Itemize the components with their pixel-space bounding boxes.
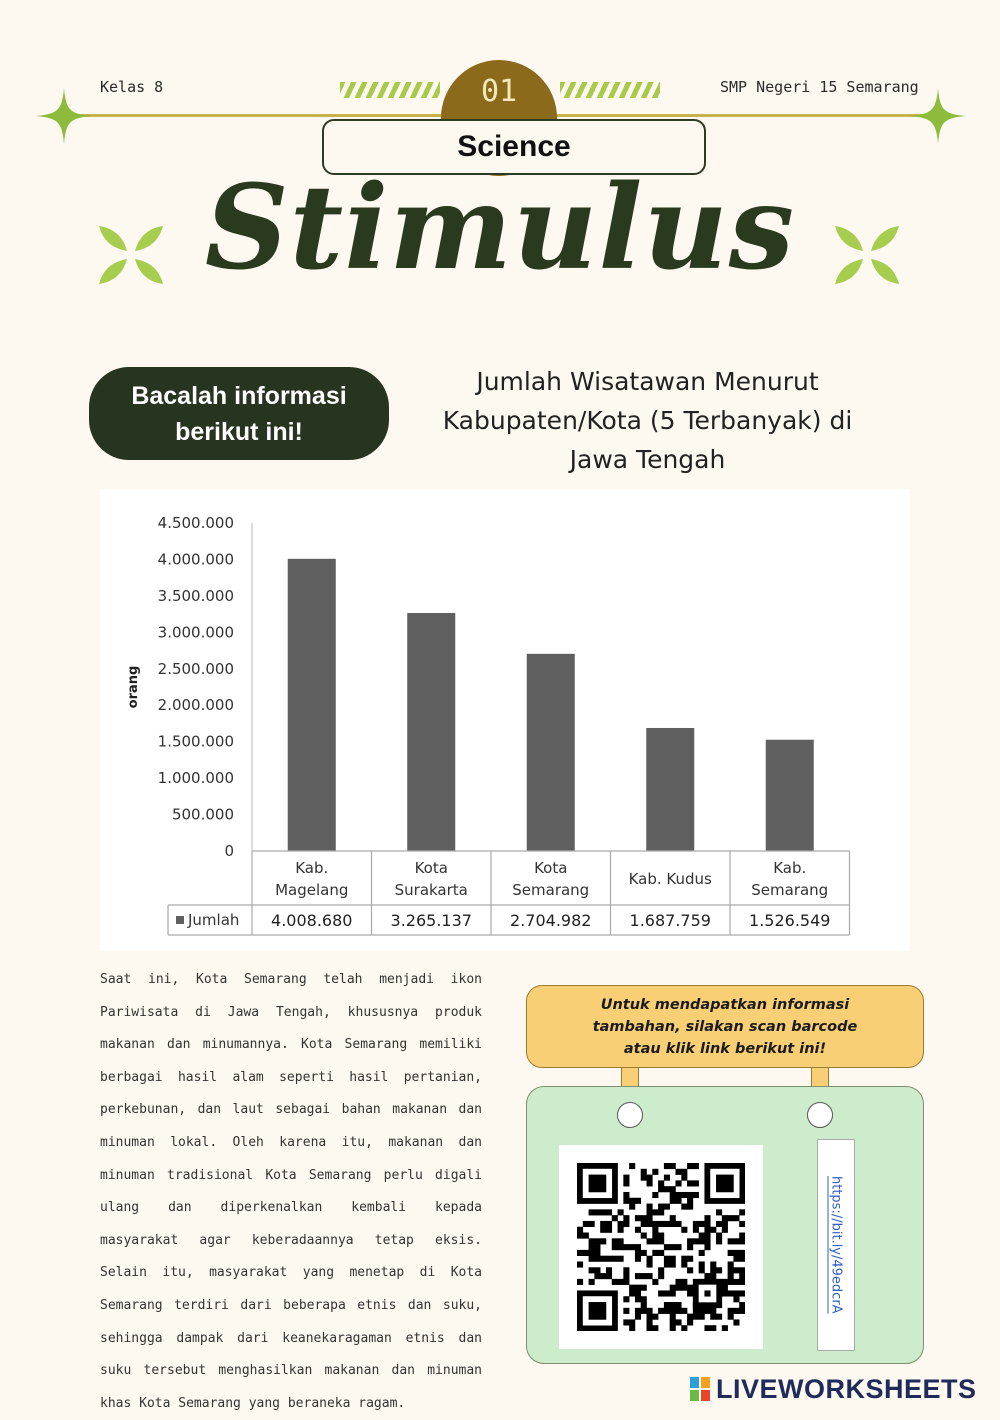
legend-series-name: Jumlah [188,911,240,929]
legend-swatch [176,916,184,924]
info-line-2: tambahan, silakan scan barcode [592,1018,858,1035]
subject-label: Science [322,119,706,175]
y-tick-label: 3.500.000 [157,586,234,605]
y-tick-label: 500.000 [171,805,234,824]
chart-panel [100,489,910,951]
x-category-label: Kab. [773,859,807,877]
y-tick-label: 4.500.000 [157,514,234,532]
class-label: Kelas 8 [100,78,164,96]
bar [646,728,694,851]
x-category-label: Surakarta [394,881,468,899]
x-category-label: Kab. Kudus [628,870,712,888]
y-tick-label: 1.500.000 [157,732,234,751]
stripe-decoration-right [560,82,660,98]
bar [288,559,336,851]
chart-title-line-1: Jumlah Wisatawan Menurut [476,367,819,396]
resource-link[interactable]: https://bit.ly/49edcrA [828,1176,844,1314]
stripe-decoration-left [340,82,440,98]
sparkle-left-icon [36,88,92,144]
y-tick-label: 0 [224,842,234,860]
bar [766,740,814,851]
x-category-label: Kab. [295,859,329,877]
liveworksheets-brand: LIVEWORKSHEETS [716,1374,977,1404]
school-name: SMP Negeri 15 Semarang [720,78,919,96]
info-line-1: Untuk mendapatkan informasi [600,996,850,1013]
page-title: Stimulus [204,160,796,296]
data-value-label: 1.526.549 [749,911,831,930]
leaf-cross-left-icon [97,222,165,288]
bar-chart [100,489,910,951]
y-tick-label: 1.000.000 [157,769,234,788]
ring-left [617,1102,643,1128]
qr-code-icon[interactable] [577,1163,745,1331]
instruction-pill [89,367,389,460]
bar [407,613,455,851]
link-card[interactable] [817,1139,855,1351]
bar [527,654,575,851]
sparkle-right-icon [910,88,966,144]
chart-title-line-3: Jawa Tengah [569,445,726,474]
x-category-label: Magelang [275,881,349,899]
qr-code-card[interactable] [559,1145,763,1349]
y-tick-label: 3.000.000 [157,623,234,642]
y-tick-label: 4.000.000 [157,550,234,569]
ring-right [807,1102,833,1128]
liveworksheets-logo-icon [690,1377,710,1402]
x-category-label: Kota [414,859,448,877]
info-line-3: atau klik link berikut ini! [623,1040,827,1057]
instruction-line-2: berikut ini! [175,417,303,446]
data-value-label: 3.265.137 [390,911,472,930]
leaf-cross-right-icon [833,222,901,288]
chart-title-line-2: Kabupaten/Kota (5 Terbanyak) di [442,406,853,435]
y-axis-label: orang [126,665,141,709]
page-number: 01 [480,74,518,109]
info-callout [526,985,924,1068]
x-category-label: Kota [534,859,568,877]
data-value-label: 2.704.982 [510,911,592,930]
y-tick-label: 2.000.000 [157,696,234,715]
instruction-line-1: Bacalah informasi [131,381,347,410]
body-paragraph: Saat ini, Kota Semarang telah menjadi ikon Pariwisata di Jawa Tengah, khususnya produk makanan dan minumannya. Kota Semarang memiliki berbagai hasil alam seperti hasil pertanian, perkebunan, dan laut sebagai bahan makanan dan minuman lokal. Oleh karena itu, makanan dan minuman tradisional Kota Semarang perlu digali ulang dan diperkenalkan kembali kepada masyarakat agar keberadaannya tetap eksis. Selain itu, masyarakat yang menetap di Kota Semarang terdiri dari beberapa etnis dan suku, sehingga dampak dari keanekaragaman etnis dan suku tersebut menghasilkan makanan dan minuman khas Kota Semarang yang beraneka ragam. [100,972,482,1411]
data-value-label: 1.687.759 [629,911,711,930]
x-category-label: Semarang [512,881,590,899]
chart-title [410,362,885,479]
x-category-label: Semarang [751,881,829,899]
y-tick-label: 2.500.000 [157,659,234,678]
data-value-label: 4.008.680 [271,911,353,930]
